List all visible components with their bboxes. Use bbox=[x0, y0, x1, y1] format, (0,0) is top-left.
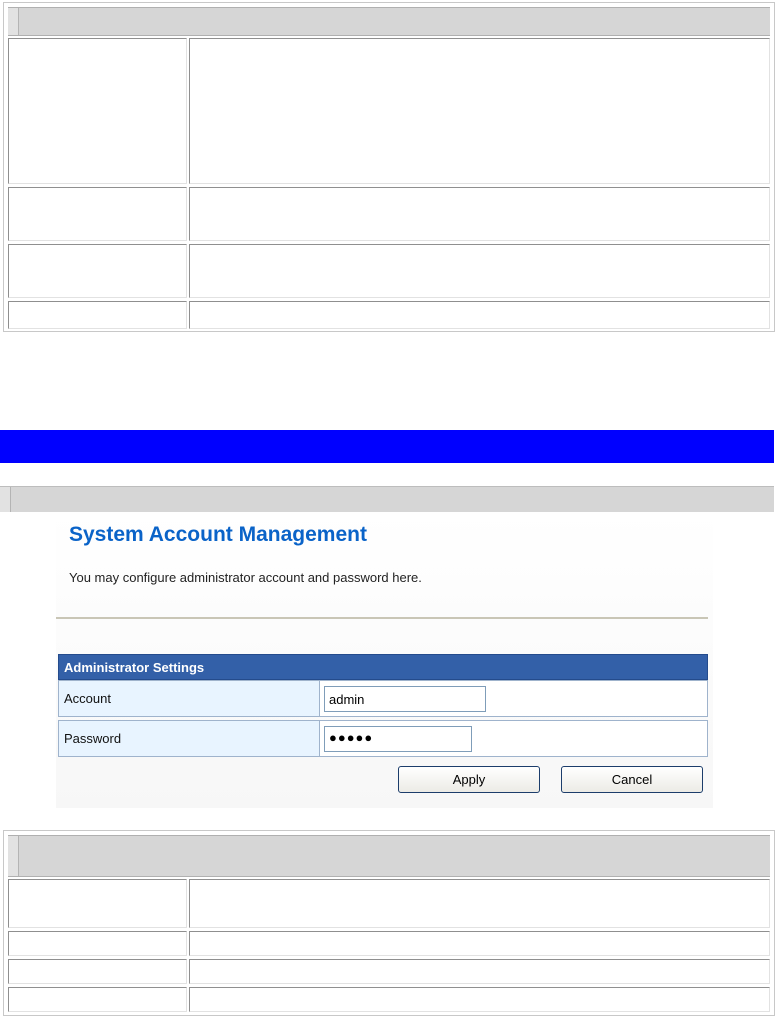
table-cell bbox=[189, 244, 770, 298]
table-cell bbox=[189, 301, 770, 329]
bottom-table-header bbox=[8, 835, 770, 877]
account-label-cell bbox=[58, 680, 320, 717]
table-cell bbox=[8, 931, 187, 956]
table-cell bbox=[189, 879, 770, 928]
table-row bbox=[8, 959, 770, 984]
cancel-button[interactable]: Cancel bbox=[561, 766, 703, 793]
table-cell bbox=[189, 38, 770, 184]
table-cell bbox=[189, 959, 770, 984]
table-cell bbox=[189, 931, 770, 956]
table-cell bbox=[8, 959, 187, 984]
settings-header-label: Administrator Settings bbox=[64, 660, 205, 675]
table-cell bbox=[8, 187, 187, 241]
header-notch bbox=[0, 487, 11, 512]
password-label: Password bbox=[64, 731, 122, 746]
router-ui-screenshot bbox=[56, 512, 713, 808]
screenshot-caption-bar bbox=[0, 486, 774, 512]
password-row bbox=[58, 720, 708, 757]
top-table-header bbox=[8, 7, 770, 36]
table-cell bbox=[8, 879, 187, 928]
header-notch bbox=[8, 836, 19, 876]
page-title: System Account Management bbox=[69, 523, 367, 546]
password-value-cell bbox=[320, 720, 708, 757]
page-description: You may configure administrator account and password here. bbox=[69, 570, 422, 585]
password-label-cell bbox=[58, 720, 320, 757]
divider bbox=[56, 617, 708, 619]
table-cell bbox=[8, 244, 187, 298]
table-cell bbox=[8, 38, 187, 184]
section-banner bbox=[0, 430, 774, 463]
table-row bbox=[8, 879, 770, 928]
table-cell bbox=[189, 987, 770, 1012]
table-row bbox=[8, 987, 770, 1012]
account-label: Account bbox=[64, 691, 111, 706]
table-row bbox=[8, 187, 770, 241]
account-row bbox=[58, 680, 708, 717]
table-cell bbox=[189, 187, 770, 241]
bottom-table bbox=[3, 830, 775, 1016]
table-cell bbox=[8, 987, 187, 1012]
top-table bbox=[3, 2, 775, 332]
table-row bbox=[8, 38, 770, 184]
account-input[interactable]: admin bbox=[324, 686, 486, 712]
account-value-cell bbox=[320, 680, 708, 717]
table-cell bbox=[8, 301, 187, 329]
settings-header bbox=[58, 654, 708, 680]
table-row bbox=[8, 301, 770, 329]
apply-button[interactable]: Apply bbox=[398, 766, 540, 793]
password-input[interactable]: ●●●●● bbox=[324, 726, 472, 752]
table-row bbox=[8, 931, 770, 956]
header-notch bbox=[8, 8, 19, 35]
table-row bbox=[8, 244, 770, 298]
